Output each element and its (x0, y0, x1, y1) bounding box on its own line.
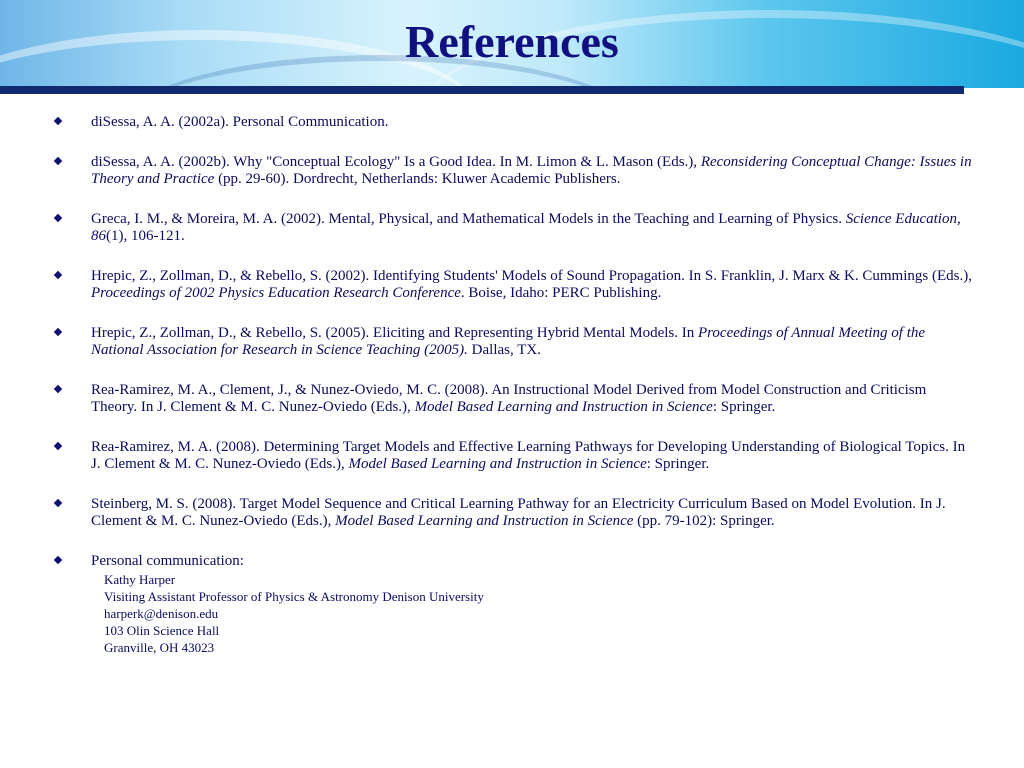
reference-item (54, 496, 974, 530)
reference-text (91, 268, 972, 301)
diamond-bullet-icon (54, 117, 62, 125)
contact-email: harperk@denison.edu (104, 606, 219, 621)
reference-item (54, 114, 974, 131)
reference-text (91, 154, 972, 187)
reference-text-part: Hrepic, Z., Zollman, D., & Rebello, S. (2005). Eliciting and Representing Hybrid Mental Models. In (91, 325, 698, 341)
reference-text-part: diSessa, A. A. (2002a). Personal Communication. (91, 114, 389, 130)
diamond-bullet-icon (54, 385, 62, 393)
reference-item (54, 211, 974, 245)
reference-text (91, 325, 925, 358)
title-underline-bar (0, 86, 964, 94)
reference-text (91, 211, 961, 244)
diamond-bullet-icon (54, 157, 62, 165)
diamond-bullet-icon (54, 214, 62, 222)
reference-title-italic: Model Based Learning and Instruction in Science (335, 513, 634, 529)
reference-title-italic: Reconsidering Conceptual Change: Issues in Theory and Practice (91, 154, 972, 187)
reference-text (91, 496, 946, 529)
diamond-bullet-icon (54, 499, 62, 507)
reference-text-part: Hrepic, Z., Zollman, D., & Rebello, S. (2002). Identifying Students' Models of Sound Propagation. In S. Franklin, J. Marx & K. Cummings (Eds.), (91, 268, 972, 284)
reference-title-italic: Model Based Learning and Instruction in Science (414, 399, 713, 415)
personal-communication-item (54, 553, 974, 656)
personal-communication-label: Personal communication: (91, 553, 244, 569)
reference-text-part: . Boise, Idaho: PERC Publishing. (460, 285, 662, 301)
contact-city: Granville, OH 43023 (104, 640, 215, 655)
contact-title: Visiting Assistant Professor of Physics & Astronomy Denison University (104, 589, 484, 604)
reference-text-part: Rea-Ramirez, M. A. (2008). Determining Target Models and Effective Learning Pathways for Developing Understanding of Biological Topics. In J. Clement & M. C. Nunez-Oviedo (Eds.), (91, 439, 966, 472)
reference-item (54, 154, 974, 188)
reference-text-part: (pp. 29-60). Dordrecht, Netherlands: Kluwer Academic Publishers. (214, 171, 621, 187)
reference-item (54, 382, 974, 416)
reference-title-italic: Science Education, 86 (91, 211, 961, 244)
reference-text-part: (1), 106-121. (106, 228, 185, 244)
reference-text-part: : Springer. (646, 456, 710, 472)
reference-title-italic: Model Based Learning and Instruction in Science (348, 456, 647, 472)
diamond-bullet-icon (54, 328, 62, 336)
diamond-bullet-icon (54, 556, 62, 564)
title-banner (0, 0, 1024, 88)
reference-text (91, 382, 926, 415)
reference-text-part: (pp. 79-102): Springer. (633, 513, 775, 529)
reference-text-part: Steinberg, M. S. (2008). Target Model Sequence and Critical Learning Pathway for an Electricity Curriculum Based on Model Evolution. In J. Clement & M. C. Nunez-Oviedo (Eds.), (91, 496, 946, 529)
reference-text-part: Greca, I. M., & Moreira, M. A. (2002). Mental, Physical, and Mathematical Models in the Teaching and Learning of Physics. (91, 211, 846, 227)
contact-address: 103 Olin Science Hall (104, 623, 220, 638)
reference-title-italic: Proceedings of 2002 Physics Education Research Conference (91, 285, 461, 301)
contact-block (91, 571, 974, 656)
reference-item (54, 268, 974, 302)
diamond-bullet-icon (54, 271, 62, 279)
reference-text-part: Rea-Ramirez, M. A., Clement, J., & Nunez-Oviedo, M. C. (2008). An Instructional Model Derived from Model Construction and Criticism Theory. In J. Clement & M. C. Nunez-Oviedo (Eds.), (91, 382, 927, 415)
diamond-bullet-icon (54, 442, 62, 450)
reference-title-italic: Proceedings of Annual Meeting of the National Association for Research in Science Teaching (2005). (91, 325, 926, 358)
reference-text-part: diSessa, A. A. (2002b). Why "Conceptual Ecology" Is a Good Idea. In M. Limon & L. Mason (Eds.), (91, 154, 701, 170)
slide-title: References (405, 16, 619, 67)
reference-text-part: Dallas, TX. (467, 342, 541, 358)
reference-text-part: : Springer. (712, 399, 776, 415)
reference-text (91, 114, 388, 130)
reference-text (91, 439, 965, 472)
reference-item (54, 439, 974, 473)
contact-name: Kathy Harper (104, 572, 176, 587)
reference-list (54, 114, 974, 679)
reference-item (54, 325, 974, 359)
